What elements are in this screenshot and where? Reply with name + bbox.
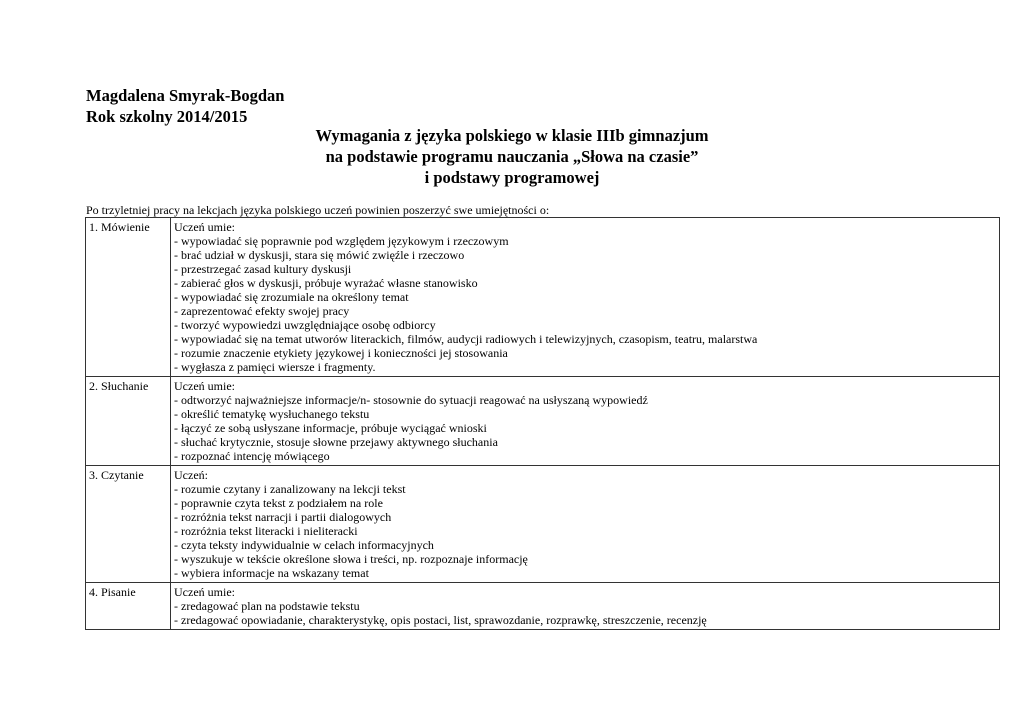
list-item: - słuchać krytycznie, stosuje słowne przejawy aktywnego słuchania <box>174 435 498 449</box>
list-item: - rozróżnia tekst narracji i partii dialogowych <box>174 510 392 524</box>
requirements-cell <box>171 583 1000 630</box>
list-item: - rozpoznać intencję mówiącego <box>174 449 330 463</box>
list-item: - tworzyć wypowiedzi uwzględniające osobę odbiorcy <box>174 318 436 332</box>
intro-text: Po trzyletniej pracy na lekcjach języka polskiego uczeń powinien poszerzyć swe umiejętności o: <box>86 203 550 217</box>
list-item: - wygłasza z pamięci wiersze i fragmenty. <box>174 360 376 374</box>
list-item: - zaprezentować efekty swojej pracy <box>174 304 350 318</box>
list-item: - rozróżnia tekst literacki i nieliteracki <box>174 524 358 538</box>
requirements-cell <box>171 466 1000 583</box>
list-item: - zredagować opowiadanie, charakterystykę, opis postaci, list, sprawozdanie, rozprawkę, streszczenie, recenzję <box>174 613 707 627</box>
list-item: - wypowiadać się na temat utworów literackich, filmów, audycji radiowych i telewizyjnych, czasopism, teatru, malarstwa <box>174 332 758 346</box>
list-item: - rozumie znaczenie etykiety językowej i konieczności jej stosowania <box>174 346 508 360</box>
list-item: - przestrzegać zasad kultury dyskusji <box>174 262 352 276</box>
table-row <box>86 218 1000 377</box>
list-item: - zabierać głos w dyskusji, próbuje wyrażać własne stanowisko <box>174 276 478 290</box>
document-title-line-1: Wymagania z języka polskiego w klasie IIIb gimnazjum <box>315 126 709 145</box>
list-item: - rozumie czytany i zanalizowany na lekcji tekst <box>174 482 406 496</box>
school-year: Rok szkolny 2014/2015 <box>86 107 248 126</box>
list-item: - czyta teksty indywidualnie w celach informacyjnych <box>174 538 434 552</box>
list-item: - wypowiadać się zrozumiale na określony temat <box>174 290 409 304</box>
lead-text: Uczeń umie: <box>174 220 235 234</box>
document-title-line-2: na podstawie programu nauczania „Słowa na czasie” <box>325 147 699 166</box>
list-item: - brać udział w dyskusji, stara się mówić zwięźle i rzeczowo <box>174 248 465 262</box>
table-row <box>86 377 1000 466</box>
lead-text: Uczeń umie: <box>174 379 235 393</box>
list-item: - zredagować plan na podstawie tekstu <box>174 599 360 613</box>
requirements-table <box>85 217 1000 630</box>
list-item: - wybiera informacje na wskazany temat <box>174 566 369 580</box>
category-cell: 1. Mówienie <box>86 218 171 377</box>
requirements-cell <box>171 218 1000 377</box>
category-cell: 4. Pisanie <box>86 583 171 630</box>
table-row <box>86 583 1000 630</box>
list-item: - łączyć ze sobą usłyszane informacje, próbuje wyciągać wnioski <box>174 421 487 435</box>
lead-text: Uczeń umie: <box>174 585 235 599</box>
list-item: - określić tematykę wysłuchanego tekstu <box>174 407 370 421</box>
list-item: - poprawnie czyta tekst z podziałem na role <box>174 496 383 510</box>
list-item: - wyszukuje w tekście określone słowa i treści, np. rozpoznaje informację <box>174 552 528 566</box>
lead-text: Uczeń: <box>174 468 208 482</box>
requirements-cell <box>171 377 1000 466</box>
category-cell: 3. Czytanie <box>86 466 171 583</box>
list-item: - wypowiadać się poprawnie pod względem językowym i rzeczowym <box>174 234 509 248</box>
document-title-line-3: i podstawy programowej <box>424 168 600 187</box>
table-row <box>86 466 1000 583</box>
list-item: - odtworzyć najważniejsze informacje/n- stosownie do sytuacji reagować na usłyszaną wypowiedź <box>174 393 648 407</box>
author-name: Magdalena Smyrak-Bogdan <box>86 86 285 105</box>
category-cell: 2. Słuchanie <box>86 377 171 466</box>
